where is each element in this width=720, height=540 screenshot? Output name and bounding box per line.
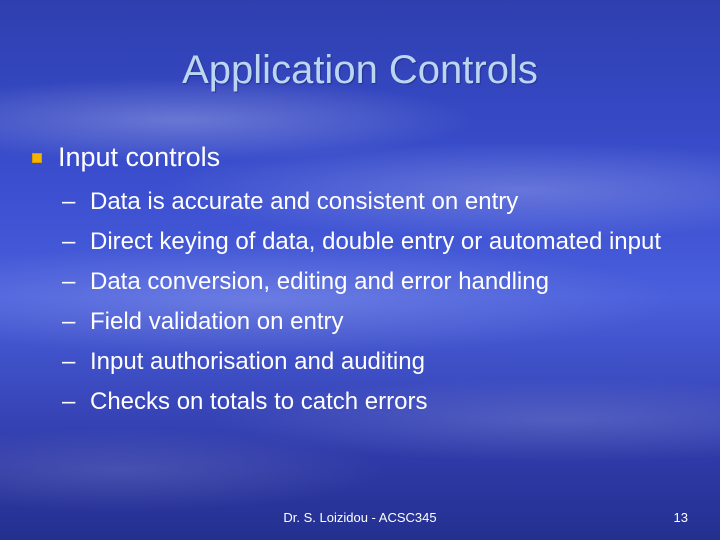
main-bullet-text: Input controls (58, 142, 221, 172)
list-item-text: Direct keying of data, double entry or automated input (90, 228, 662, 255)
footer-author: Dr. S. Loizidou - ACSC345 (283, 510, 437, 525)
page-number: 13 (673, 510, 688, 525)
dash-icon: – (62, 388, 76, 415)
square-bullet-icon (32, 153, 42, 163)
list-item (62, 222, 702, 262)
dash-icon: – (62, 348, 76, 375)
dash-icon: – (62, 308, 76, 335)
list-item (62, 302, 702, 342)
list-item (62, 382, 702, 422)
dash-icon: – (62, 268, 76, 295)
dash-icon: – (62, 228, 76, 255)
list-item-text: Input authorisation and auditing (90, 348, 425, 375)
list-item (62, 262, 702, 302)
slide-title: Application Controls (182, 48, 538, 92)
list-item-text: Checks on totals to catch errors (90, 388, 428, 415)
dash-icon: – (62, 188, 76, 215)
list-item (62, 342, 702, 382)
list-item-text: Data is accurate and consistent on entry (90, 188, 519, 215)
list-item-text: Data conversion, editing and error handling (90, 268, 549, 295)
list-item (62, 182, 702, 222)
sub-bullet-list (62, 182, 702, 422)
main-bullet (32, 142, 220, 173)
list-item-text: Field validation on entry (90, 308, 344, 335)
